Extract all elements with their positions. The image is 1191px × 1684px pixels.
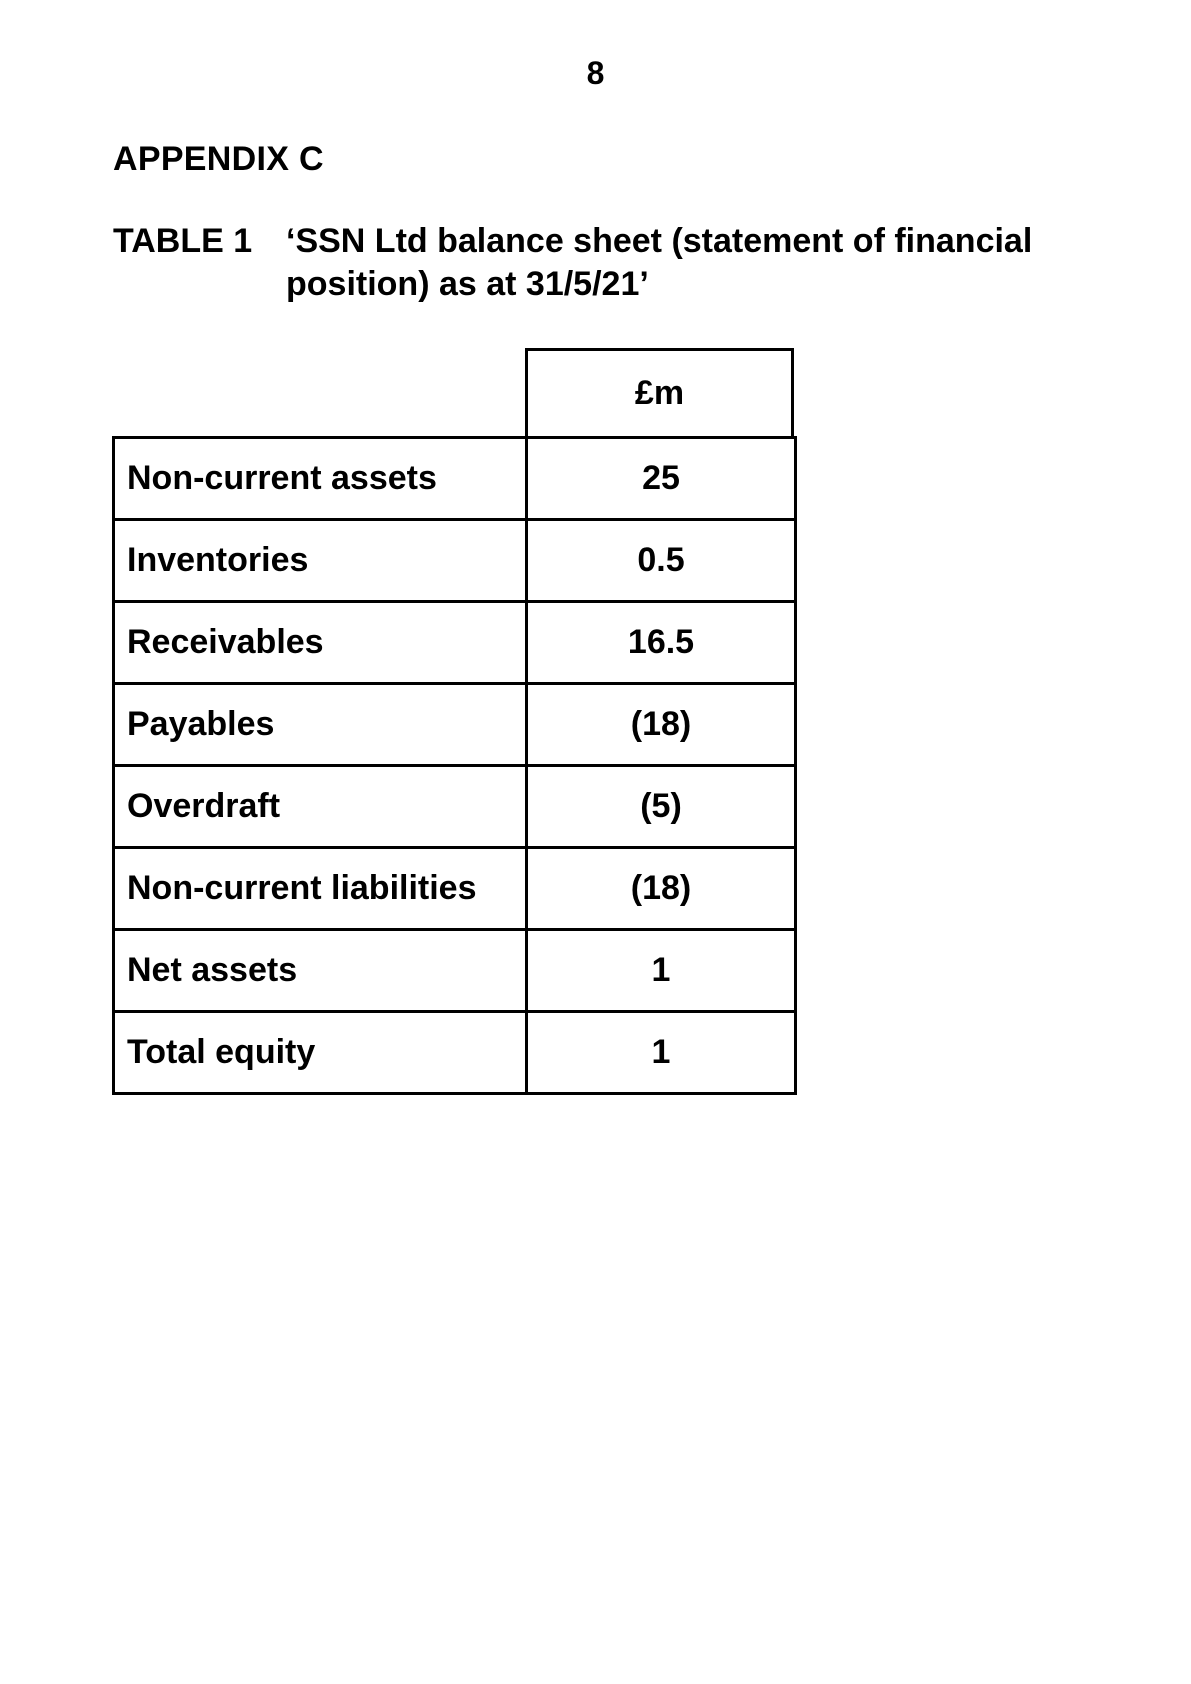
- row-label: Inventories: [114, 520, 527, 602]
- page-number: 8: [586, 55, 605, 91]
- table-caption-title: ‘SSN Ltd balance sheet (statement of financial position) as at 31/5/21’: [286, 222, 1033, 303]
- row-label: Non-current assets: [114, 438, 527, 520]
- row-value: 1: [527, 930, 796, 1012]
- row-value: 25: [527, 438, 796, 520]
- row-value: 0.5: [527, 520, 796, 602]
- table-row: [114, 684, 796, 766]
- table-row: [114, 1012, 796, 1094]
- table-caption-label: TABLE 1: [113, 222, 253, 260]
- unit-column-header: £m: [525, 348, 794, 436]
- table-row: [114, 602, 796, 684]
- row-label: Payables: [114, 684, 527, 766]
- row-label: Net assets: [114, 930, 527, 1012]
- table-row: [114, 438, 796, 520]
- row-label: Total equity: [114, 1012, 527, 1094]
- row-value: 16.5: [527, 602, 796, 684]
- row-value: 1: [527, 1012, 796, 1094]
- row-label: Receivables: [114, 602, 527, 684]
- table-row: [114, 930, 796, 1012]
- row-label: Overdraft: [114, 766, 527, 848]
- row-value: (18): [527, 848, 796, 930]
- row-value: (5): [527, 766, 796, 848]
- table-row: [114, 848, 796, 930]
- row-label: Non-current liabilities: [114, 848, 527, 930]
- appendix-heading: APPENDIX C: [113, 140, 324, 178]
- balance-sheet-table: [112, 436, 797, 1095]
- table-row: [114, 520, 796, 602]
- table-row: [114, 766, 796, 848]
- row-value: (18): [527, 684, 796, 766]
